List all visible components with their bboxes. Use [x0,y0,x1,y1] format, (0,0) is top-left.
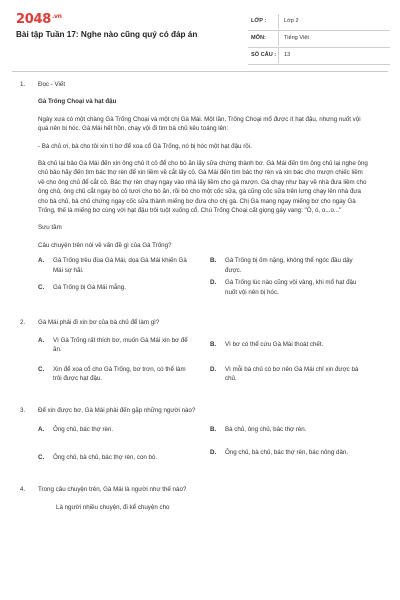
answer-option-d[interactable]: D. Ông chủ, bà chủ, bác thợ rèn, bác nông dân. [210,449,349,457]
worksheet-header [0,0,400,66]
answer-option-a[interactable]: A. Vì Gà Trống rất thích bơ, muốn Gà Mái xin bơ để ăn. [38,336,188,354]
answer-option-c[interactable]: C. Xin để xoa cổ cho Gà Trống, bơ trơn, có thể làm trôi được hạt đậu. [38,365,186,383]
question-text: Để xin được bơ, Gà Mái phải đến gặp những người nào? [38,406,196,414]
answer-option-b[interactable]: B. Bà chủ, ông chủ, bác thợ rèn. [210,426,307,434]
divider [278,48,279,63]
info-row-subject [248,31,390,48]
answer-option-c[interactable]: C. Gà Trống bị Gà Mái mắng. [38,284,126,292]
info-label: MÔN: [251,35,266,41]
answer-option-b[interactable]: B. Gà Trống bị ốm nặng, không thể ngóc đầu dậy được. [210,257,353,274]
worksheet-content [20,80,370,512]
page-title: Bài tập Tuần 17: Nghe nào cũng quý có đáp án [16,30,198,39]
answer-option-a[interactable]: A. Ông chủ, bác thợ rèn. [38,426,114,434]
question-number: 4. [20,486,26,494]
info-value: Tiếng Việt [284,35,309,41]
question-text: Đọc - Viết [38,81,66,88]
info-value: Lớp 2 [284,18,299,24]
question-text: Câu chuyện trên nói về vấn đề gì của Gà Trống? [38,241,172,249]
question-text: Gà Mái phải đi xin bơ của bà chủ để làm gì? [38,319,160,327]
answer-options [38,256,370,304]
story-title: Gà Trống Choại và hạt đậu [38,98,117,106]
answer-option-d[interactable]: D. Gà Trống lúc nào cũng vội vàng, khi mổ hạt đậu nuốt vội nên bị hóc. [210,279,357,296]
divider [278,31,279,46]
answer-options [38,336,370,394]
story-source: Sưu tầm [38,224,62,232]
story-paragraph: - Bà chủ ơi, bà cho tôi xin tí bơ để xoa cổ Gà Trống, nó bị hóc một hạt đậu rồi. [38,142,252,150]
answer-option-b[interactable]: B. Vì bơ có thể cứu Gà Mái thoát chết. [210,340,324,348]
info-label: LỚP : [251,18,267,24]
info-row-count [248,48,390,65]
info-row-class [248,14,390,31]
divider [278,14,279,29]
worksheet-info-table [248,14,390,65]
header-divider [12,71,388,72]
answer-option-a[interactable]: A. Gà Trống trêu đùa Gà Mái, dọa Gà Mái khiến Gà Mái sợ hãi. [38,257,187,274]
story-paragraph: Bà chủ lại bảo Gà Mái đến xin ông chủ ít cỏ để cho bò ăn lấy sữa chứng thành bơ. Gà Mái đến tìm ông chủ lại nghe ông chủ bảo hãy đến tìm bác thợ rèn để xin liềm về cắt lấy cỏ. Gà Mái đến tìm bác thợ rèn và xin bác cho mượn chiếc liềm về cho ông chủ để cắt cỏ. Bác thợ rèn chạy ngay vào nhà lấy liềm cho gà mượn. Gà chạy như bay về nhà đưa liềm cho ông chủ, ông chủ cắt ngay bó cỏ tươi cho bò ăn, rồi bò cho một cốc sữa, gà cũng cốc sữa trên lưng chạy lên nhà đưa cho bà chủ, bà chủ chứng ngay cốc sữa thành miếng bơ đưa cho chị gà. Chị Gà mang ngay miếng bơ cho ngay Gà Trống, thế là miếng bơ cùng với hạt đậu trôi tuột xuống cổ. Chú Trống Choại cất giọng gáy vang: "Ò, ó, o...o..." [38,160,368,215]
site-logo[interactable]: $2048^{.vn}$ [16,12,62,27]
answer-option-d[interactable]: D. Vì mỗi bà chủ có bơ nên Gà Mái chỉ xin được bà chủ. [210,365,359,383]
question-text: Trong câu chuyện trên, Gà Mái là người như thế nào? [38,486,187,494]
answer-option-c[interactable]: C. Ông chủ, bà chủ, bác thợ rèn, con bò. [38,454,158,462]
question-1 [20,80,370,89]
reading-passage [20,97,370,250]
answer-options [38,425,370,473]
answer-option-partial[interactable]: Là người nhiều chuyện, đi kể chuyện cho [56,503,170,511]
info-label: SỐ CÂU : [251,52,277,58]
question-4 [20,485,370,494]
story-paragraph: Ngày xưa có một chàng Gà Trống Choại và một chị Gà Mái. Một lần, Trống Choại mổ được ít hạt đậu, nhưng nuốt vội quá nên bị hóc. Gà Mái hết hồn, chạy vội đi tìm bà chủ kêu toáng lên: [38,115,361,133]
info-value: 13 [284,52,291,58]
question-number: 3. [20,406,26,414]
question-3 [20,406,370,415]
question-2 [20,318,370,327]
question-number: 2. [20,319,26,327]
question-number: 1. [20,81,26,88]
